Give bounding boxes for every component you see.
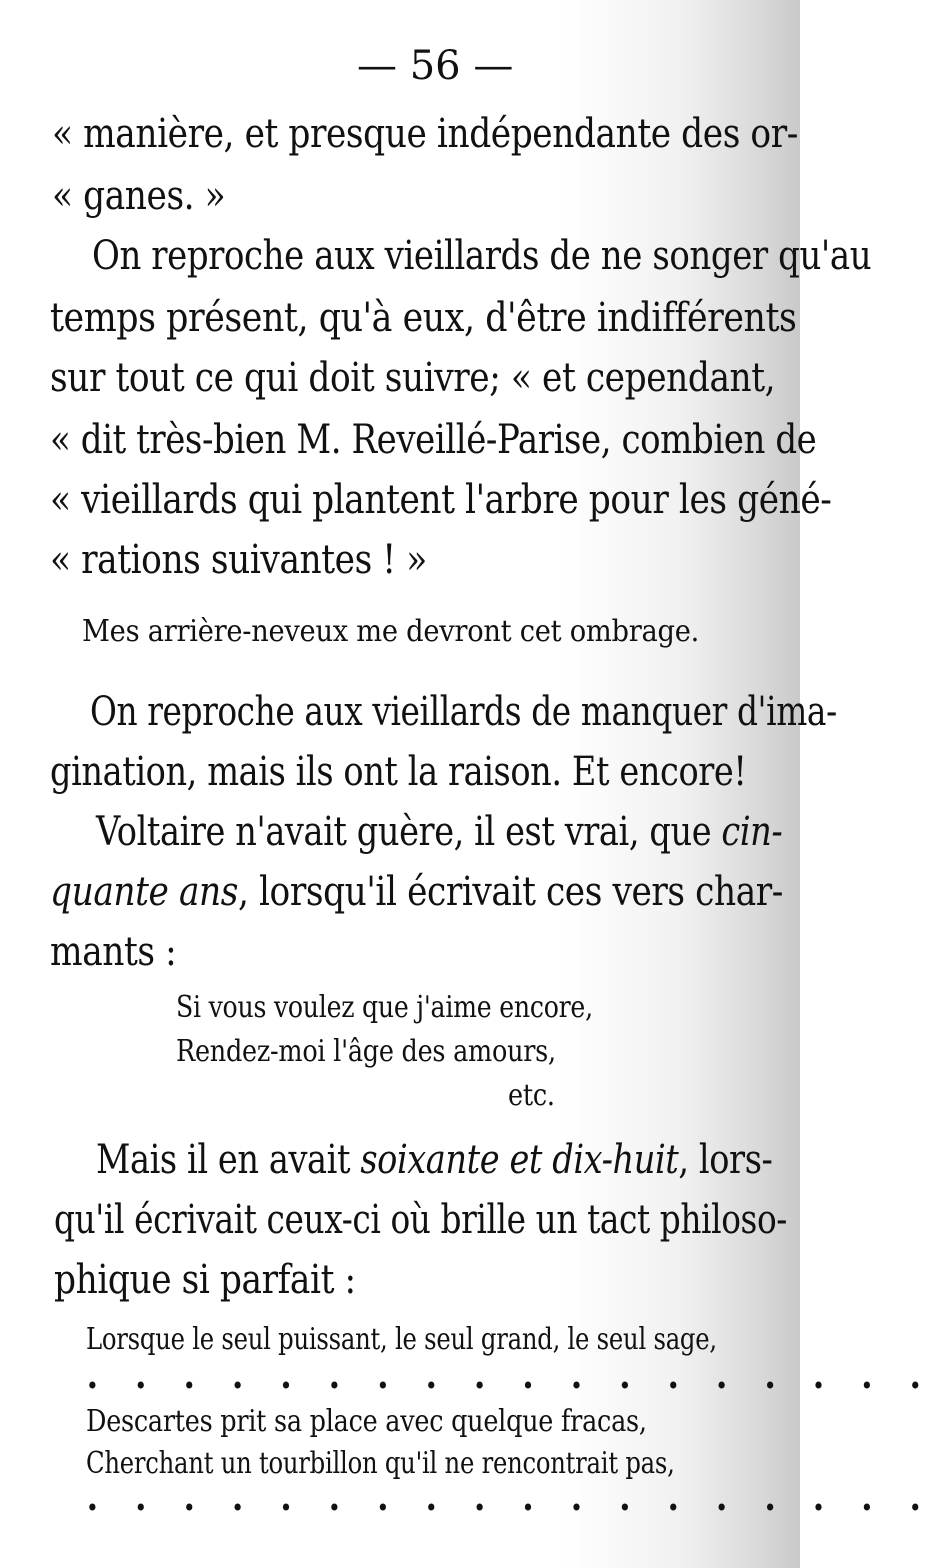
text-line: On reproche aux vieillards de ne songer qu'au [92, 233, 872, 279]
page-number: — 56 — [357, 43, 514, 89]
verse-line: Rendez-moi l'âge des amours, [176, 1034, 556, 1069]
text-line: « dit très-bien M. Reveillé-Parise, combien de [50, 417, 817, 463]
text-segment: , lorsqu'il écrivait ces vers char- [237, 869, 783, 915]
text-line: « ganes. » [52, 173, 226, 219]
text-line: phique si parfait : [54, 1257, 356, 1303]
text-line: On reproche aux vieillards de manquer d'ima- [90, 689, 837, 735]
text-line: mants : [50, 929, 177, 975]
text-line [50, 868, 783, 916]
text-line: « rations suivantes ! » [50, 537, 427, 583]
italic-text: soixante et dix-huit [360, 1137, 679, 1183]
text-line [96, 808, 782, 856]
text-line: « manière, et presque indépendante des or- [52, 111, 798, 157]
ellipsis-dots: • • • • • • • • • • • • • • • • • • [86, 1494, 936, 1522]
text-segment: Voltaire n'avait guère, il est vrai, que [96, 809, 722, 855]
text-line: sur tout ce qui doit suivre; « et cependant, [50, 355, 776, 401]
text-line: gination, mais ils ont la raison. Et encore! [50, 749, 747, 795]
text-segment: Mais il en avait [96, 1137, 361, 1183]
text-line: qu'il écrivait ceux-ci où brille un tact philoso- [54, 1197, 787, 1243]
quote-line: Mes arrière-neveux me devront cet ombrage. [82, 614, 700, 649]
text-line: « vieillards qui plantent l'arbre pour les géné- [50, 477, 832, 523]
text-segment: , lors- [678, 1137, 773, 1183]
italic-text: quante ans [50, 869, 238, 915]
ellipsis-dots: • • • • • • • • • • • • • • • • • • [86, 1372, 936, 1400]
verse-etc: etc. [508, 1078, 555, 1113]
verse-line: Si vous voulez que j'aime encore, [176, 990, 593, 1025]
text-line: temps présent, qu'à eux, d'être indifférents [50, 295, 797, 341]
verse-line: Descartes prit sa place avec quelque fracas, [86, 1404, 647, 1439]
verse-line: Lorsque le seul puissant, le seul grand, le seul sage, [86, 1322, 717, 1357]
text-line [96, 1136, 772, 1184]
italic-text: cin- [721, 809, 783, 855]
verse-line: Cherchant un tourbillon qu'il ne rencontrait pas, [86, 1446, 675, 1481]
